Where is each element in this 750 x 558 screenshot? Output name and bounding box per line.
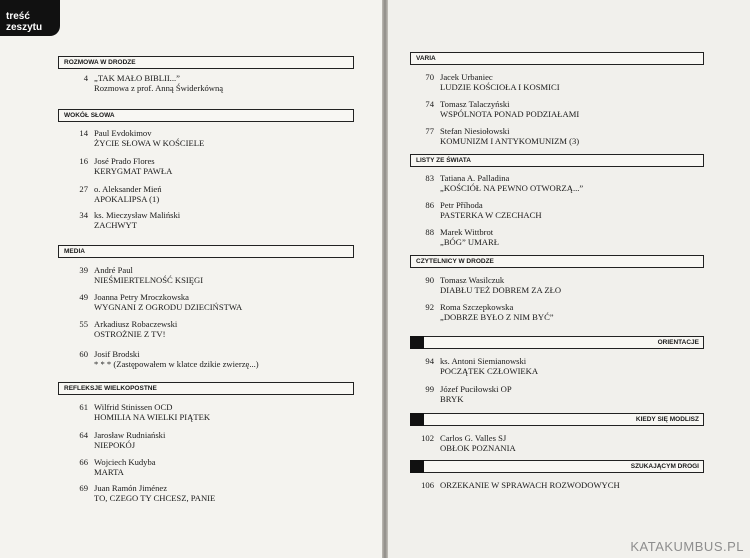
section-header-szukajacym-drogi bbox=[410, 460, 704, 473]
page-number: 49 bbox=[79, 292, 88, 302]
entry-author: Josif Brodski bbox=[94, 349, 140, 359]
page-number: 99 bbox=[425, 384, 434, 394]
entry-author: Juan Ramón Jiménez bbox=[94, 483, 168, 493]
entry-title: PASTERKA W CZECHACH bbox=[440, 210, 542, 220]
section-marker bbox=[410, 460, 424, 473]
page-number: 94 bbox=[425, 356, 434, 366]
entry-author: Tomasz Talaczyński bbox=[440, 99, 510, 109]
entry-title: BRYK bbox=[440, 394, 464, 404]
entry-title: WYGNANI Z OGRODU DZIECIŃSTWA bbox=[94, 302, 243, 312]
entry-title: OBŁOK POZNANIA bbox=[440, 443, 516, 453]
section-header-varia: VARIA bbox=[410, 52, 704, 65]
page-number: 34 bbox=[79, 210, 88, 220]
entry-author: Wilfrid Stinissen OCD bbox=[94, 402, 173, 412]
entry-title: „BÓG” UMARŁ bbox=[440, 237, 499, 247]
entry-author: „TAK MAŁO BIBLII...” bbox=[94, 73, 180, 83]
entry-author: ks. Mieczysław Maliński bbox=[94, 210, 181, 220]
entry-author: o. Aleksander Mień bbox=[94, 184, 162, 194]
watermark: KATAKUMBUS.PL bbox=[630, 539, 744, 554]
entry-author: Stefan Niesiołowski bbox=[440, 126, 510, 136]
entry-title: APOKALIPSA (1) bbox=[94, 194, 160, 204]
entry-title: ZACHWYT bbox=[94, 220, 137, 230]
page-number: 27 bbox=[79, 184, 88, 194]
section-header-orientacje bbox=[410, 336, 704, 349]
entry-title: WSPÓLNOTA PONAD PODZIAŁAMI bbox=[440, 109, 580, 119]
entry-title: LUDZIE KOŚCIOŁA I KOSMICI bbox=[440, 82, 560, 92]
entry-author: Petr Příhoda bbox=[440, 200, 483, 210]
section-header-kiedy-sie-modlisz bbox=[410, 413, 704, 426]
section-header-media: MEDIA bbox=[58, 245, 354, 258]
entry-title: DIABŁU TEŻ DOBREM ZA ZŁO bbox=[440, 285, 562, 295]
section-header-refleksje: REFLEKSJE WIELKOPOSTNE bbox=[58, 382, 354, 395]
entry-title: ŻYCIE SŁOWA W KOŚCIELE bbox=[94, 138, 205, 148]
page-number: 74 bbox=[425, 99, 434, 109]
entry-author: Tomasz Wasilczuk bbox=[440, 275, 505, 285]
entry-title: KERYGMAT PAWŁA bbox=[94, 166, 173, 176]
page-number: 64 bbox=[79, 430, 88, 440]
page-number: 92 bbox=[425, 302, 434, 312]
entry-title: ORZEKANIE W SPRAWACH ROZWODOWYCH bbox=[440, 480, 620, 490]
section-title: KIEDY SIĘ MODLISZ bbox=[635, 416, 699, 423]
entry-title: MARTA bbox=[94, 467, 124, 477]
entry-author: Jarosław Rudniański bbox=[94, 430, 166, 440]
section-tab: treść zeszytu bbox=[0, 0, 60, 36]
entry-title: „KOŚCIÓŁ NA PEWNO OTWORZĄ...” bbox=[440, 183, 584, 193]
section-header-wokol-slowa: WOKÓŁ SŁOWA bbox=[58, 109, 354, 122]
entry-author: Wojciech Kudyba bbox=[94, 457, 156, 467]
section-title: ORIENTACJE bbox=[657, 339, 699, 346]
section-header-listy: LISTY ZE ŚWIATA bbox=[410, 154, 704, 167]
page-number: 77 bbox=[425, 126, 434, 136]
entry-title: TO, CZEGO TY CHCESZ, PANIE bbox=[94, 493, 216, 503]
entry-author: Joanna Petry Mroczkowska bbox=[94, 292, 189, 302]
section-marker bbox=[410, 336, 424, 349]
entry-title: KOMUNIZM I ANTYKOMUNIZM (3) bbox=[440, 136, 580, 146]
entry-author: Józef Puciłowski OP bbox=[440, 384, 512, 394]
entry-author: Paul Evdokimov bbox=[94, 128, 152, 138]
page-number: 60 bbox=[79, 349, 88, 359]
entry-author: Carlos G. Valles SJ bbox=[440, 433, 507, 443]
page-number: 86 bbox=[425, 200, 434, 210]
page-number: 16 bbox=[79, 156, 88, 166]
entry-title: POCZĄTEK CZŁOWIEKA bbox=[440, 366, 539, 376]
page-number: 70 bbox=[425, 72, 434, 82]
page-number: 106 bbox=[421, 480, 434, 490]
page-number: 4 bbox=[83, 73, 88, 83]
entry-title: NIEPOKÓJ bbox=[94, 440, 136, 450]
entry-title: OSTROŻNIE Z TV! bbox=[94, 329, 166, 339]
entry-title: HOMILIA NA WIELKI PIĄTEK bbox=[94, 412, 211, 422]
entry-title: „DOBRZE BYŁO Z NIM BYĆ” bbox=[440, 312, 554, 322]
section-header-czytelnicy: CZYTELNICY W DRODZE bbox=[410, 255, 704, 268]
entry-author: Marek Wittbrot bbox=[440, 227, 494, 237]
entry-author: Arkadiusz Robaczewski bbox=[94, 319, 178, 329]
entry-author: Roma Szczepkowska bbox=[440, 302, 514, 312]
page-number: 66 bbox=[79, 457, 88, 467]
entry-author: André Paul bbox=[94, 265, 133, 275]
page-number: 55 bbox=[79, 319, 88, 329]
page-number: 61 bbox=[79, 402, 88, 412]
entry-title: NIEŚMIERTELNOŚĆ KSIĘGI bbox=[94, 275, 204, 285]
book-gutter bbox=[382, 0, 388, 558]
page-number: 83 bbox=[425, 173, 434, 183]
section-title: SZUKAJĄCYM DROGI bbox=[630, 463, 699, 470]
entry-author: José Prado Flores bbox=[94, 156, 155, 166]
section-marker bbox=[410, 413, 424, 426]
section-header-rozmowa: ROZMOWA W DRODZE bbox=[58, 56, 354, 69]
entry-author: ks. Antoni Siemianowski bbox=[440, 356, 527, 366]
page-number: 69 bbox=[79, 483, 88, 493]
entry-title: Rozmowa z prof. Anną Świderkówną bbox=[94, 83, 224, 93]
page-number: 88 bbox=[425, 227, 434, 237]
page-number: 39 bbox=[79, 265, 88, 275]
entry-author: Tatiana A. Palladina bbox=[440, 173, 510, 183]
entry-author: Jacek Urbaniec bbox=[440, 72, 493, 82]
entry-title: * * * (Zastępowałem w klatce dzikie zwierzę...) bbox=[94, 359, 259, 369]
page-number: 14 bbox=[79, 128, 88, 138]
page-number: 102 bbox=[421, 433, 434, 443]
page-number: 90 bbox=[425, 275, 434, 285]
